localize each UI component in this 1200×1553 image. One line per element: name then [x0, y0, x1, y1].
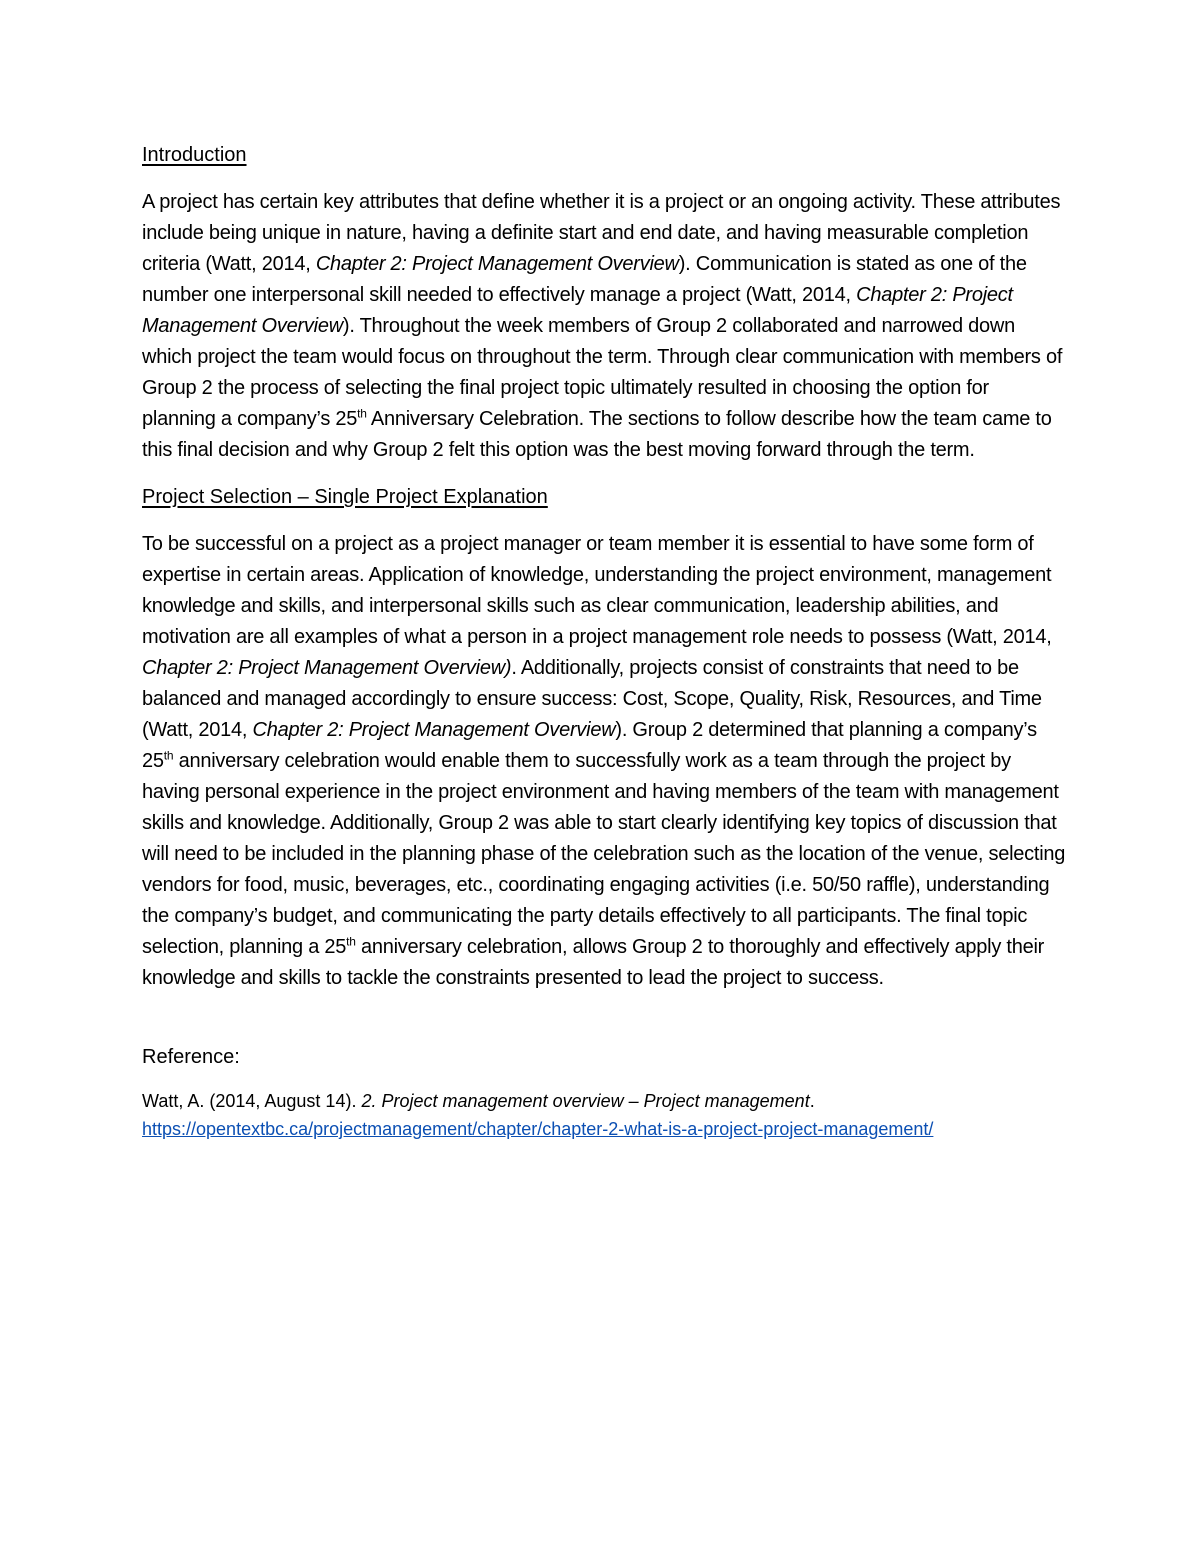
- intro-text-3: ). Throughout the week members of Group 2 collaborated and narrowed down which project the team would focus on throughout the term. Through clear communication with members of Group 2 the process of selecting the final project topic ultimately resulted in choosing the option for planning a company’s 25: [142, 315, 1063, 430]
- intro-text-1: A project has certain key attributes that define whether it is a project or an ongoing activity. These attributes include being unique in nature, having a definite start and end date, and having measurable completion criteria (Watt, 2014,: [142, 191, 1061, 275]
- selection-citation-2: Chapter 2: Project Management Overview: [252, 719, 616, 741]
- reference-link[interactable]: https://opentextbc.ca/projectmanagement/chapter/chapter-2-what-is-a-project-project-management/: [142, 1119, 934, 1139]
- document-page: [142, 140, 1067, 1143]
- reference-heading: Reference:: [142, 1046, 240, 1068]
- selection-text-1: To be successful on a project as a project manager or team member it is essential to have some form of expertise in certain areas. Application of knowledge, understanding the project environment, management knowledge and skills, and interpersonal skills such as clear communication, leadership abilities, and motivation are all examples of what a person in a project management role needs to possess (Watt, 2014,: [142, 533, 1052, 648]
- selection-text-5: anniversary celebration, allows Group 2 to thoroughly and effectively apply their knowledge and skills to tackle the constraints presented to lead the project to success.: [142, 936, 1045, 989]
- intro-text-2: ). Communication is stated as one of the number one interpersonal skill needed to effectively manage a project (Watt, 2014,: [142, 253, 1027, 306]
- selection-text-3: ). Group 2 determined that planning a company’s 25: [142, 719, 1037, 772]
- selection-superscript-2: th: [346, 934, 356, 949]
- reference-entry: [142, 1087, 1067, 1143]
- intro-citation-1: Chapter 2: Project Management Overview: [315, 253, 679, 275]
- selection-superscript-1: th: [163, 748, 174, 763]
- reference-separator: .: [809, 1091, 815, 1111]
- introduction-paragraph: [142, 187, 1067, 466]
- reference-author: Watt, A. (2014, August 14).: [142, 1091, 362, 1111]
- selection-citation-1: Chapter 2: Project Management Overview): [142, 657, 512, 679]
- intro-citation-2: Chapter 2: Project Management Overview: [142, 284, 1013, 337]
- selection-text-2: . Additionally, projects consist of constraints that need to be balanced and managed accordingly to ensure success: Cost, Scope, Quality, Risk, Resources, and Time (Watt, 2014,: [142, 657, 1042, 741]
- intro-superscript: th: [357, 406, 367, 421]
- project-selection-paragraph: [142, 529, 1067, 994]
- reference-title: 2. Project management overview – Project management: [361, 1091, 810, 1111]
- selection-text-4: anniversary celebration would enable them to successfully work as a team through the project by having personal experience in the project environment and having members of the team with management skills and knowledge. Additionally, Group 2 was able to start clearly identifying key topics of discussion that will need to be included in the planning phase of the celebration such as the location of the venue, selecting vendors for food, music, beverages, etc., coordinating engaging activities (i.e. 50/50 raffle), understanding the company’s budget, and communicating the party details effectively to all participants. The final topic selection, planning a 25: [142, 750, 1066, 958]
- project-selection-heading: Project Selection – Single Project Explanation: [142, 486, 548, 508]
- intro-text-4: Anniversary Celebration. The sections to follow describe how the team came to this final decision and why Group 2 felt this option was the best moving forward through the term.: [142, 408, 1052, 461]
- introduction-heading: Introduction: [142, 144, 247, 166]
